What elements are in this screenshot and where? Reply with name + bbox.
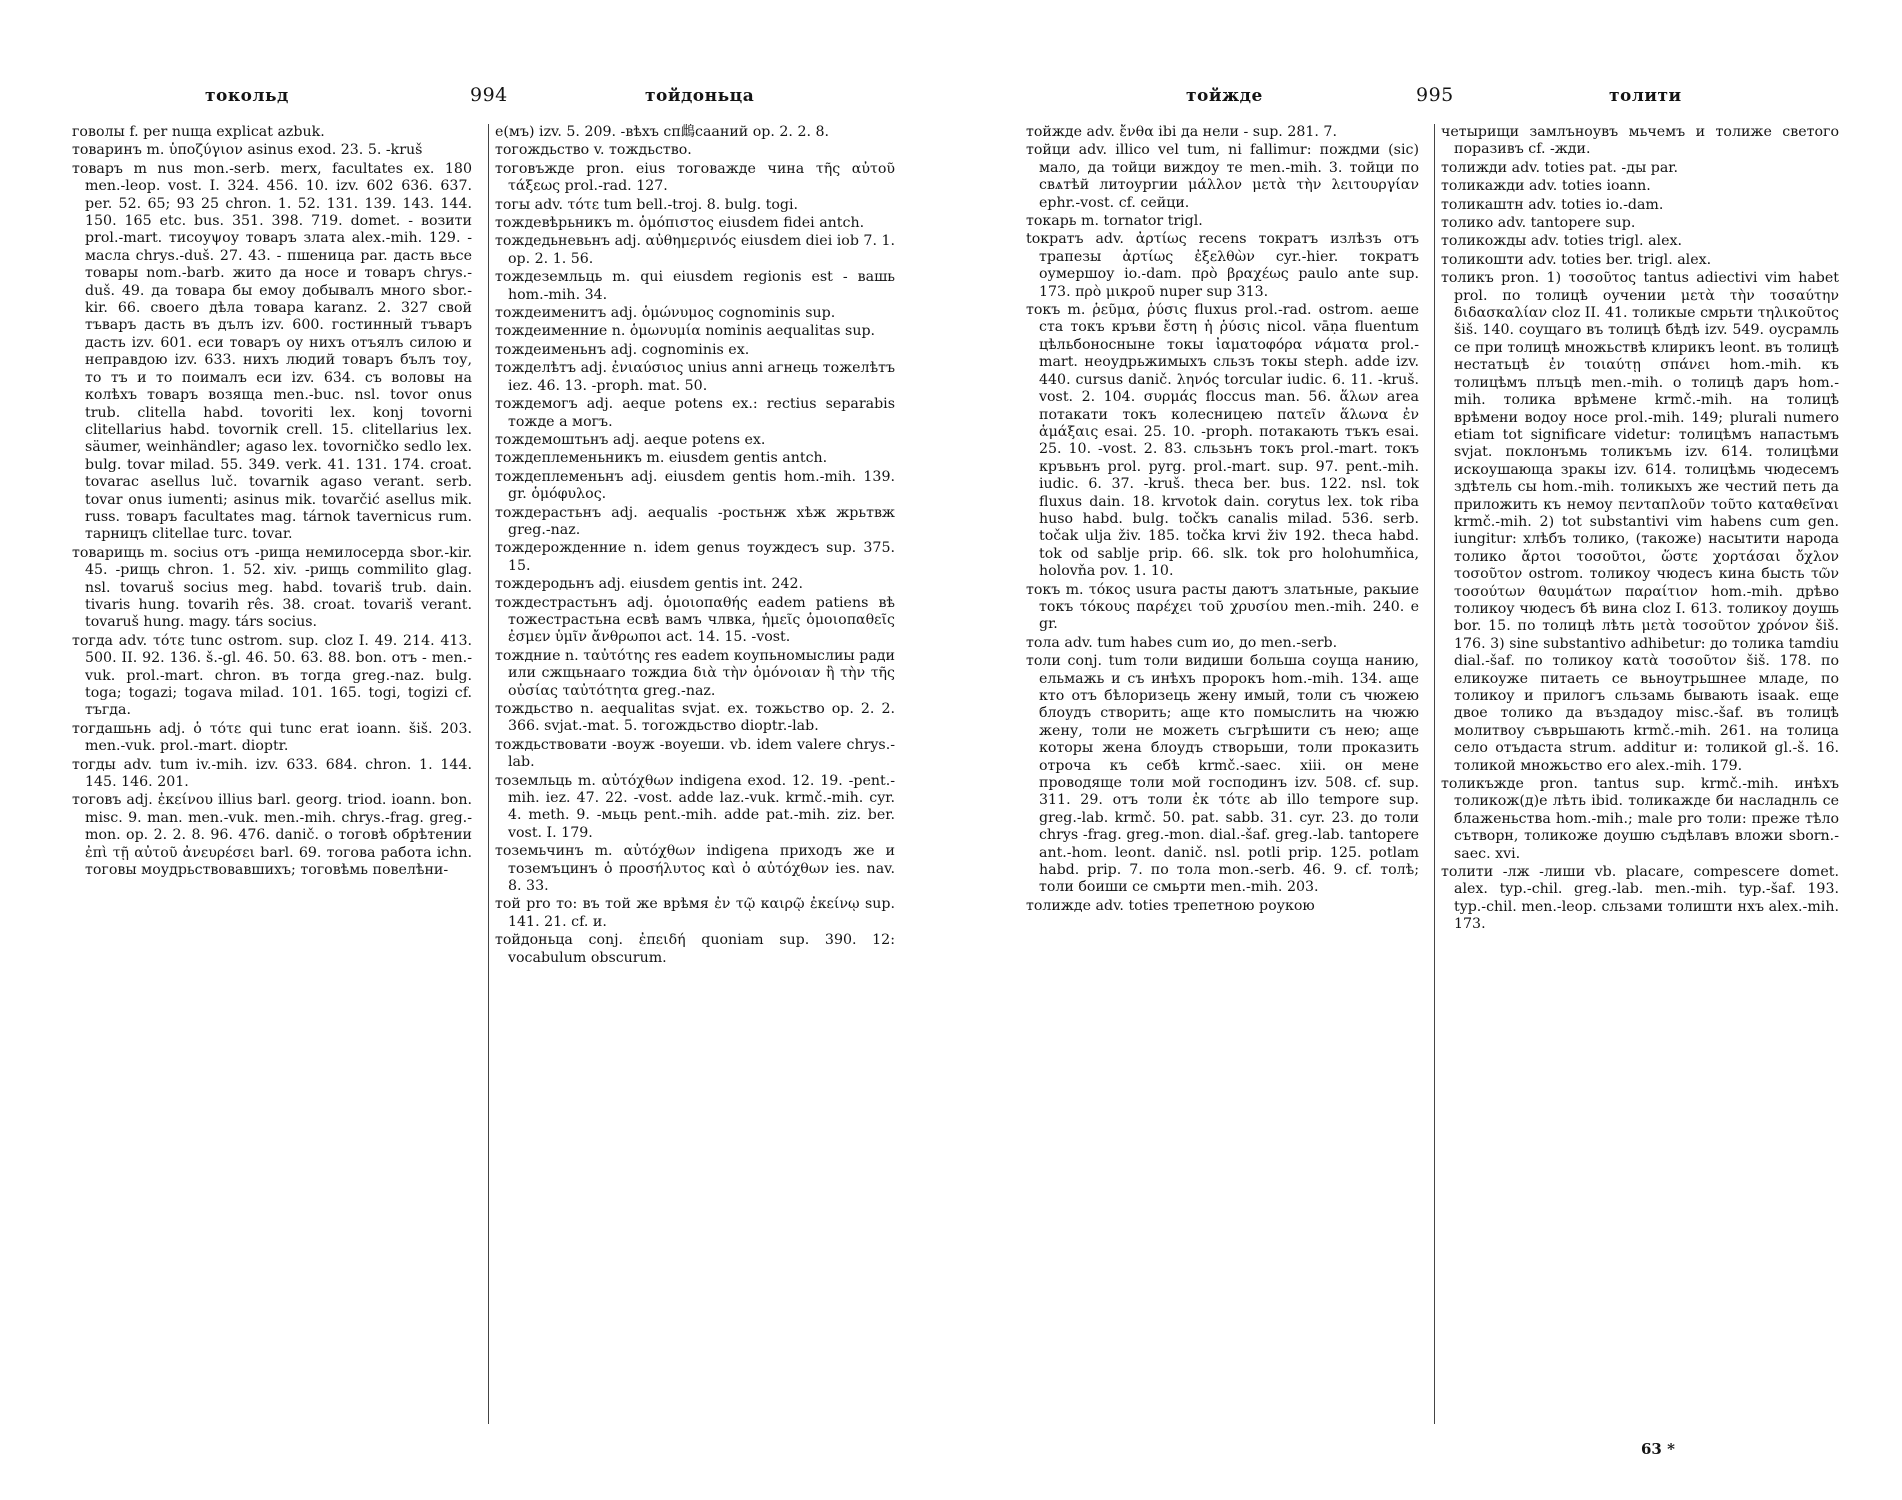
dictionary-entry: тойци adv. illico vel tum, ni fallimur: пождми (sic) мало, да тойци виждоу те men.-mih. 3. тойци по свѧтѣй литоургии μάλλον μετὰ τὴν λειτουργίαν ephr.-vost. cf. сейци.: [1026, 142, 1419, 211]
dictionary-entry: тождеименитъ adj. ὁμώνυμος cognominis sup.: [495, 305, 836, 322]
left-page-number: 994: [470, 84, 508, 106]
dictionary-entry: толити -лж -лиши vb. placare, compescere domet. alex. typ.-chil. greg.-lab. men.-mih. typ.-šaf. 193. typ.-chil. men.-leop. сльзами толишти нхъ alex.-mih. 173.: [1441, 864, 1839, 933]
dictionary-entry: тойжде adv. ἔνθα ibi да нели - sup. 281. 7.: [1026, 124, 1337, 140]
dictionary-entry: тождедьневьнъ adj. αὐθημερινός eiusdem diei iob 7. 1. op. 2. 1. 56.: [495, 233, 895, 267]
right-running-head-last: толити: [1609, 86, 1682, 106]
dictionary-entry: толикажди adv. toties ioann.: [1441, 178, 1651, 195]
right-page: [951, 0, 1902, 1500]
column-rule: [488, 124, 489, 1424]
signature-mark: 63 *: [1641, 1440, 1675, 1458]
dictionary-entry: тогы adv. τότε tum bell.-troj. 8. bulg. togi.: [495, 196, 798, 213]
dictionary-entry: толикъ pron. 1) τοσοῦτος tantus adiectivi vim habet prol. по толицѣ оучении μετὰ τὴν τοσαύτην διδασκαλίαν cloz II. 41. толикые смрьти τηλικοῦτος šiš. 140. соущаго въ толицѣ бѣдѣ izv. 549. оусрамль се при толицѣ множьствѣ клирикъ leont. въ толицѣ нестатьцѣ ἐν τοιαύτῃ σπάνει hom.-mih. къ толицѣмъ плъцѣ men.-mih. о толицѣ даръ hom.-mih. толика врѣмене krmč.-mih. на толицѣ врѣмени водоу носе prol.-mih. 149; plurali numero etiam tot significare videtur: толицѣмъ напастьмъ svjat. поклонъмь толикъмь izv. 614. толицѣми искоушающа зракы izv. 614. толицѣмь чюдесемъ здѣтель сы hom.-mih. толикыхъ же честий петь да приложить къ немоу πενταπλοῦν τοῦτο καταθεῖναι krmč.-mih. 2) tot substantivi vim habens cum gen. iungitur: хлѣбъ толико, (такоже) насытити народа толико ἄρτοι τοσοῦτοι, ὥστε χορτάσαι ὄχλον τοσοῦτον ostrom. толикоу чюдесъ кина бысть τῶν τοσούτων θαυμάτων παραίτιον hom.-mih. дрѣво толикоу чюдесъ бѣ вина cloz I. 613. толикоу доушь bor. 15. по толицѣ лѣть μετὰ τοσοῦτον χρόνον šiš. 176. 3) sine substantivo adhibetur: до толика tamdiu dial.-šaf. по толикоу κατὰ τοσοῦτον šiš. 178. по еликоуже питаеть се вьноутрьшнее младе, по толикоу и прилогъ сльзамь бывають isaak. еще двое толико да въздадоу misc.-šaf. въ толицѣ молитвоу съврьшають krmč.-mih. 261. на толица село отъдаста strum. additur и: толикой gl.-š. 16. толикой множьство его alex.-mih. 179.: [1441, 270, 1839, 774]
right-page-column-1: [1026, 124, 1419, 1424]
dictionary-entry: тождние n. ταὐτότης res eadem коупьномыслиы ради или сжщьнааго тождиа διὰ τὴν ὁμόνοιαν ἢ τὴν τῆς οὐσίας ταὐτότητα greg.-naz.: [495, 647, 895, 699]
dictionary-entry: тождерастьнъ adj. aequalis -ростьнж хѣж жрьтвж greg.-naz.: [495, 504, 895, 538]
dictionary-entry: тождеименьнъ adj. cognominis ex.: [495, 341, 750, 358]
left-running-head-first: токольд: [205, 86, 289, 106]
dictionary-entry: tократъ adv. ἀρτίως recens тократъ излѣзъ отъ трапезы ἀρτίως ἐξελθὼν cyr.-hier. тократъ оумершоу io.-dam. πρὸ βραχέως paulo ante sup. 173. πρὸ μικροῦ nuper sup 313.: [1026, 231, 1419, 300]
dictionary-entry: толи conj. tum толи видиши больша соуща нанию, ельмажь и съ инѣхъ пророкъ hom.-mih. 134. аще кто отъ бѣлоризець жену имый, толи съ чюжею блоудъ створить; аще кто помыслить на чюжю жену, толи не можеть съгрѣшити съ нею; аще которы жена блоудъ створьши, толи проказить отроча къ себѣ krmč.-saec. xiii. он мене проводяще толи мой господинъ izv. 508. cf. sup. 311. 29. отъ толи ἐκ τότε ab illo tempore sup. greg.-lab. krmč. 50. pat. sabb. 31. cyr. 23. до толи chrys -frag. greg.-mon. dial.-šaf. greg.-lab. tantopere ant.-hom. leont. danič. nsl. potli prip. 125. potlam habd. prip. 7. по тола mon.-serb. 46. 9. cf. толѣ; толи боиши се смьрти men.-mih. 203.: [1026, 653, 1419, 896]
dictionary-entry: тоговъ adj. ἐκείνου illius barl. georg. triod. ioann. bon. misc. 9. man. men.-vuk. men.-mih. chrys.-frag. greg.-mon. op. 2. 2. 8. 96. 476. danič. о тоговѣ обрѣтении ἐπὶ τῇ αὐτοῦ ἀνευρέσει barl. 69. тогова работа ichn. тоговы моудрьствовавшихъ; тоговѣмь повелѣни-: [72, 792, 472, 879]
left-running-head-last: тойдоньца: [645, 86, 755, 106]
dictionary-entry: е(мъ) izv. 5. 209. -вѣхъ сп䳄сааний op. 2. 2. 8.: [495, 124, 830, 140]
dictionary-entry: товарищь m. socius отъ -рища немилосерда sbor.-kir. 45. -рищь chron. 1. 52. xiv. -рищь commilito glag. nsl. tovaruš socius meg. habd. tovariš trub. dain. tivaris hung. tovarih rês. 38. croat. tovariš verant. tovaruš hung. magy. társ socius.: [72, 544, 472, 631]
column-rule: [1434, 124, 1435, 1424]
dictionary-entry: товаринъ m. ὑποζύγιον asinus exod. 23. 5. -kruš: [72, 142, 423, 159]
right-page-number: 995: [1416, 84, 1454, 106]
dictionary-entry: той pro то: въ той же врѣмя ἐν τῷ καιρῷ ἐκείνῳ sup. 141. 21. cf. и.: [495, 896, 895, 930]
dictionary-entry: тойдоньца conj. ἐπειδή quoniam sup. 390. 12: vocabulum obscurum.: [495, 932, 895, 966]
dictionary-entry: тождемогъ adj. aeque potens ex.: rectius separabis тожде a могъ.: [495, 396, 895, 430]
dictionary-entry: тола adv. tum habes cum ио, до men.-serb.: [1026, 634, 1338, 651]
right-running-head-first: тойжде: [1186, 86, 1263, 106]
dictionary-entry: токъ m. τόκος usura расты даютъ златьные, ракыие токъ τόκους παρέχει τοῦ χρυσίου men.-mih. 240. e gr.: [1026, 581, 1419, 633]
dictionary-entry: толико adv. tantopere sup.: [1441, 215, 1636, 232]
dictionary-entry: толикошти adv. toties ber. trigl. alex.: [1441, 251, 1712, 268]
dictionary-entry: тождемоштьнъ adj. aeque potens ex.: [495, 431, 766, 448]
dictionary-entry: тождеродьнъ adj. eiusdem gentis int. 242.: [495, 576, 804, 593]
dictionary-entry: токарь m. tornator trigl.: [1026, 213, 1203, 230]
left-page-column-2: [495, 124, 895, 1424]
dictionary-entry: толижде adv. toties трепетною роукою: [1026, 897, 1315, 914]
dictionary-entry: тождеплеменьникъ m. eiusdem gentis antch.: [495, 450, 828, 467]
dictionary-entry: тождеземльць m. qui eiusdem regionis est - вашь hom.-mih. 34.: [495, 269, 895, 303]
dictionary-entry: тогда adv. τότε tunc ostrom. sup. cloz I. 49. 214. 413. 500. II. 92. 136. š.-gl. 46. 50. 63. 88. bon. отъ - men.-vuk. prol.-mart. chron. въ тогда greg.-naz. bulg. toga; togazi; togava milad. 101. 165. togi, togizi cf. тъгда.: [72, 632, 472, 719]
dictionary-entry: четырищи замлъноувъ мьчемъ и толиже светого поразивъ cf. -жди.: [1441, 124, 1839, 158]
dictionary-entry: толикожды adv. toties trigl. alex.: [1441, 233, 1682, 250]
dictionary-entry: толижди adv. toties pat. -ды par.: [1441, 159, 1679, 176]
dictionary-entry: тождестрастьнъ adj. ὁμοιοπαθής eadem patiens вѣ тожестрастьна есвѣ вамъ члвка, ἡμεῖς ὁμοιοπαθεῖς ἐσμεν ὑμῖν ἄνθρωποι act. 14. 15. -vost.: [495, 594, 895, 646]
dictionary-entry: тоземьчинъ m. αὐτόχθων indigena приходъ же и тоземъцинъ ὁ προσήλυτος καὶ ὁ αὐτόχθων ies. nav. 8. 33.: [495, 843, 895, 895]
dictionary-entry: тоземльць m. αὐτόχθων indigena exod. 12. 19. -pent.-mih. iez. 47. 22. -vost. adde laz.-vuk. krmč.-mih. cyr. 4. meth. 9. -мьць pent.-mih. adde pat.-mih. ziz. ber. vost. I. 179.: [495, 772, 895, 841]
dictionary-entry: тождерожденние n. idem genus тоуждесъ sup. 375. 15.: [495, 540, 895, 574]
dictionary-entry: токъ m. ῥεῦμα, ῥύσις fluxus prol.-rad. ostrom. аеше ста токъ кръви ἔστη ἡ ῥύσις nicol. vāṇa fluentum цѣльбоносныне токы ἰαματοφόρα νάματα prol.-mart. неоудрьжимыхъ сльзъ токы steph. adde izv. 440. cursus danič. ληνός torcular iudic. 6. 11. -kruš. vost. 2. 104. συρμάς floccus man. 56. ἅλων area потакати токъ колесницею πατεῖν ἅλωνα ἐν ἁμάξαις esai. 25. 10. -proph. потакають тъкъ esai. 25. 10. -vost. 2. 83. сльзьнъ токъ prol.-mart. токъ кръвьнъ prol. pyrg. prol.-mart. sup. 97. pent.-mih. iudic. 6. 37. -kruš. theca ber. bus. 122. nsl. tok fluxus dain. 18. krvotok dain. corytus lex. tok riba huso habd. bulg. točkъ canalis milad. 536. serb. točak ulja živ. 185. točka krvi živ 192. theca habd. tok od sablje prip. 66. slk. tok pro holohumňica, holovňa pov. 1. 10.: [1026, 302, 1419, 580]
dictionary-entry: тождевѣрьникъ m. ὁμόπιστος eiusdem fidei antch.: [495, 215, 865, 232]
dictionary-entry: тогождьство v. тождьство.: [495, 142, 692, 159]
dictionary-entry: тождьство n. aequalitas svjat. ex. тожьство op. 2. 2. 366. svjat.-mat. 5. тогождьство dioptr.-lab.: [495, 701, 895, 735]
dictionary-entry: тождеименние n. ὁμωνυμία nominis aequalitas sup.: [495, 323, 876, 340]
dictionary-entry: тожделѣтъ adj. ἐνιαύσιος unius anni агнець тожелѣтъ iez. 46. 13. -proph. mat. 50.: [495, 360, 895, 394]
dictionary-entry: толикъжде pron. tantus sup. krmč.-mih. инѣхъ толикож(д)е лѣть ibid. толикажде би насладнль се блаженьства hom.-mih.; male pro толи: преже тѣло сътворн, толикоже доушю съдѣлавъ вложи sborn.-saec. xvi.: [1441, 776, 1839, 862]
dictionary-entry: товаръ m nus mon.-serb. merx, facultates ex. 180 men.-leop. vost. I. 324. 456. 10. izv. 602 636. 637. per. 52. 65; 93 25 chron. 1. 52. 131. 139. 143. 144. 150. 165 etc. bus. 351. 398. 719. domet. - возити prol.-mart. тисоуψоу товаръ злата alex.-mih. 129. - масла chrys.-duš. 27. 43. - пшеница par. дасть вьсе товары nom.-barb. жито да носе и товаръ chrys.-duš. 49. да товара бы емоу добывалъ много sbor.-kir. 66. своего дѣла товара karanz. 2. 327 свой тъваръ дасть въ дълъ izv. 600. гостинный тъваръ дасть izv. 601. еси товаръ оу нихъ отъялъ силою и неправдою izv. 633. нихъ людий товаръ бълъ тоу, то тъ и то поималъ еси izv. 634. съ воловы на колѣхъ товаръ возяща men.-buc. nsl. tovor onus trub. clitella habd. tovoriti lex. konj tovorni clitellarius habd. tovornik crell. 15. clitellarius lex. säumer, weinhändler; agaso lex. tovorničko sedlo lex. bulg. tovar milad. 55. 349. verk. 41. 131. 174. croat. tovarac asellus luč. tovarnik agaso verant. serb. tovar onus iumenti; asinus mik. tovarčić asellus mik. russ. товаръ facultates mag. tárnok tavernicus rum. тарницъ clitellae turc. tovar.: [72, 160, 472, 543]
dictionary-entry: толикаштн adv. toties io.-dam.: [1441, 196, 1664, 213]
dictionary-entry: говолы f. per nuща explicat azbuk.: [72, 124, 325, 140]
dictionary-entry: тождеплеменьнъ adj. eiusdem gentis hom.-mih. 139. gr. ὁμόφυλος.: [495, 468, 895, 503]
dictionary-entry: тогды adv. tum iv.-mih. izv. 633. 684. chron. 1. 144. 145. 146. 201.: [72, 756, 472, 791]
right-page-column-2: [1441, 124, 1839, 1424]
dictionary-entry: тогдашьнь adj. ὁ τότε qui tunc erat ioann. šiš. 203. men.-vuk. prol.-mart. dioptr.: [72, 720, 472, 755]
left-page-column-1: [72, 124, 472, 1424]
dictionary-entry: тождьствовати -воуж -воуеши. vb. idem valere chrys.-lab.: [495, 736, 895, 771]
dictionary-entry: тоговъжде pron. eius тоговажде чина τῆς αὐτοῦ τάξεως prol.-rad. 127.: [495, 160, 895, 195]
